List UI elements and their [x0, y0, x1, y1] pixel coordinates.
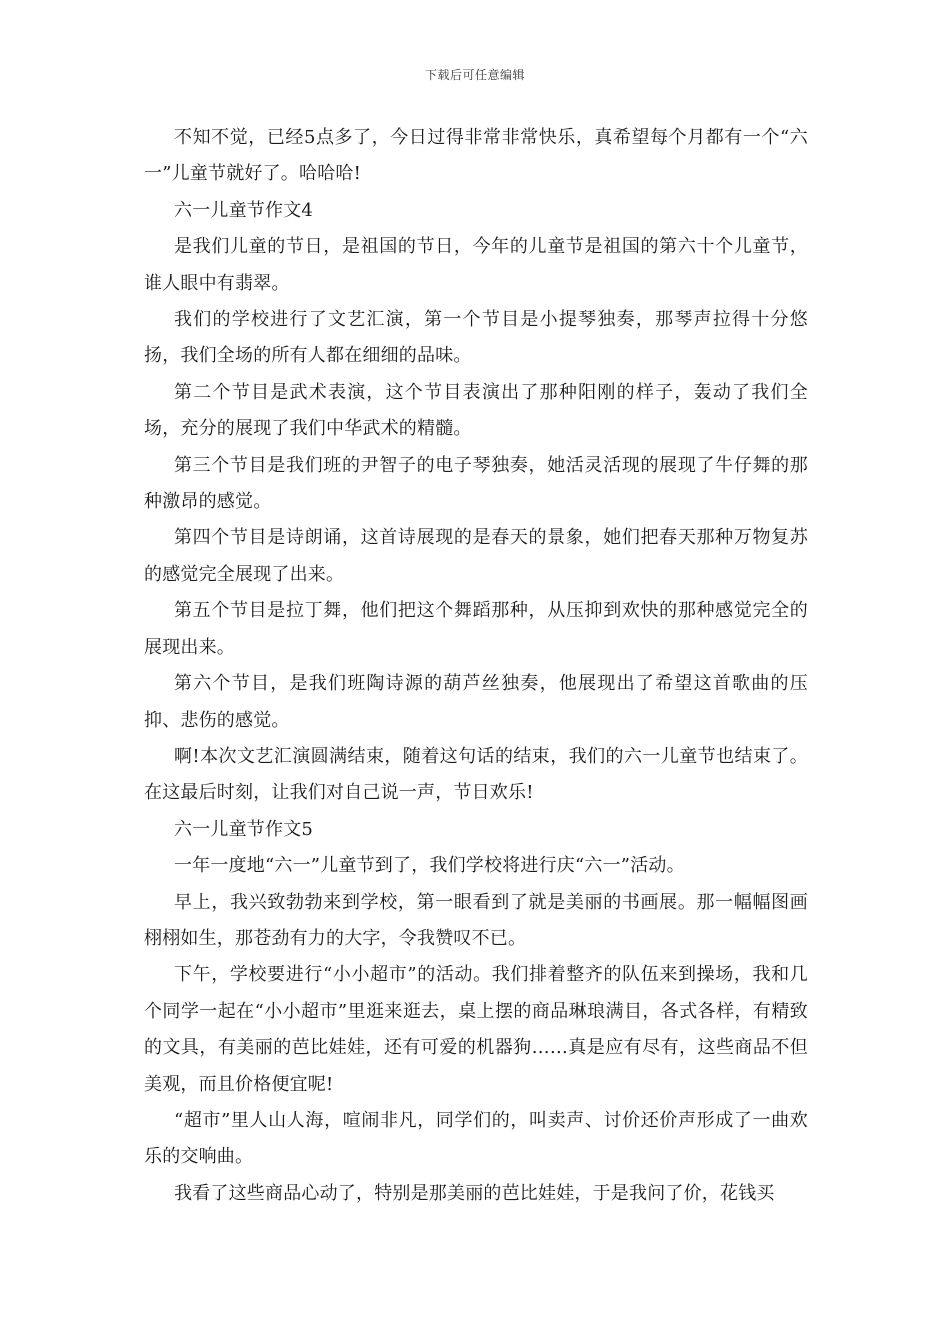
paragraph: 第六个节目，是我们班陶诗源的葫芦丝独奏，他展现出了希望这首歌曲的压抑、悲伤的感觉。 — [144, 673, 808, 731]
paragraph: 我们的学校进行了文艺汇演，第一个节目是小提琴独奏，那琴声拉得十分悠扬，我们全场的所有人都在细细的品味。 — [144, 309, 808, 367]
paragraph: 不知不觉，已经5点多了，今日过得非常非常快乐，真希望每个月都有一个“六一”儿童节就好了。哈哈哈! — [144, 127, 808, 185]
paragraph: 第四个节目是诗朗诵，这首诗展现的是春天的景象，她们把春天那种万物复苏的感觉完全展现了出来。 — [144, 527, 808, 585]
paragraph: 啊!本次文艺汇演圆满结束，随着这句话的结束，我们的六一儿童节也结束了。在这最后时刻，让我们对自己说一声，节日欢乐! — [144, 745, 808, 804]
section-heading: 六一儿童节作文5 — [174, 818, 314, 840]
document-body — [144, 120, 808, 1212]
paragraph: 第三个节目是我们班的尹智子的电子琴独奏，她活灵活现的展现了牛仔舞的那种激昂的感觉。 — [144, 454, 808, 513]
paragraph: 我看了这些商品心动了，特别是那美丽的芭比娃娃，于是我问了价，花钱买 — [174, 1182, 775, 1204]
paragraph: 下午，学校要进行“小小超市”的活动。我们排着整齐的队伍来到操场，我和几个同学一起在“小小超市”里逛来逛去，桌上摆的商品琳琅满目，各式各样，有精致的文具，有美丽的芭比娃娃，还有可爱的机器狗……真是应有尽有，这些商品不但美观，而且价格便宜呢! — [144, 964, 808, 1095]
paragraph: “超市”里人山人海，喧闹非凡，同学们的，叫卖声、讨价还价声形成了一曲欢乐的交响曲。 — [144, 1109, 808, 1168]
paragraph: 早上，我兴致勃勃来到学校，第一眼看到了就是美丽的书画展。那一幅幅图画栩栩如生，那苍劲有力的大字，令我赞叹不已。 — [144, 891, 808, 949]
paragraph: 是我们儿童的节日，是祖国的节日，今年的儿童节是祖国的第六十个儿童节，谁人眼中有翡翠。 — [144, 236, 808, 294]
paragraph: 一年一度地“六一”儿童节到了，我们学校将进行庆“六一”活动。 — [174, 855, 685, 877]
paragraph: 第二个节目是武术表演，这个节目表演出了那种阳刚的样子，轰动了我们全场，充分的展现了我们中华武术的精髓。 — [144, 381, 808, 440]
section-heading: 六一儿童节作文4 — [174, 199, 314, 221]
paragraph: 第五个节目是拉丁舞，他们把这个舞蹈那种，从压抑到欢快的那种感觉完全的展现出来。 — [144, 600, 808, 658]
page-header: 下载后可任意编辑 — [424, 68, 525, 82]
